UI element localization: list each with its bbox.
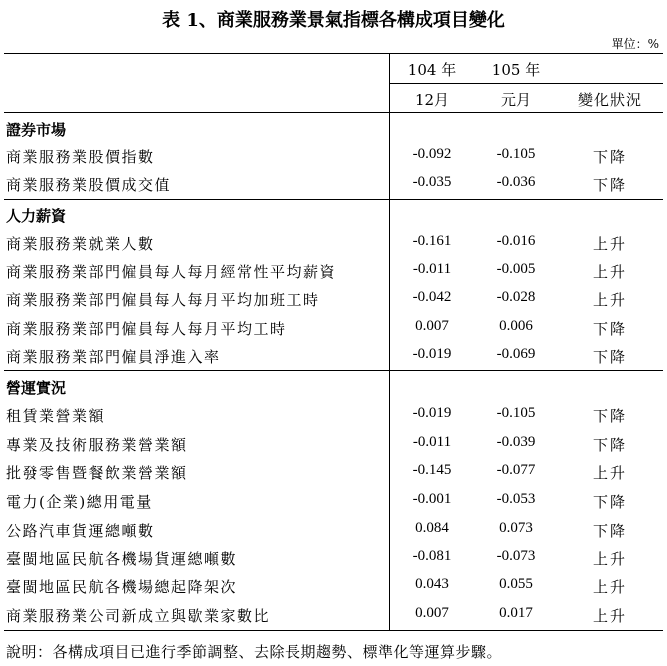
value-dec-2015: -0.011	[412, 434, 452, 450]
change-status: 下降	[592, 148, 627, 166]
value-jan-2016: -0.053	[496, 491, 536, 507]
value-dec-2015: -0.011	[412, 261, 452, 277]
value-dec-2015: 0.007	[415, 605, 449, 621]
value-jan-2016: -0.105	[496, 405, 536, 421]
row-label: 批發零售暨餐飲業營業額	[6, 464, 188, 482]
value-dec-2015: -0.092	[412, 146, 452, 162]
value-dec-2015: 0.084	[415, 520, 449, 536]
table-row	[0, 462, 667, 488]
row-label: 租賃業營業額	[6, 407, 106, 425]
value-dec-2015: -0.001	[412, 491, 452, 507]
category-operations: 營運實況	[6, 379, 67, 397]
change-status: 下降	[592, 407, 627, 425]
value-jan-2016: -0.073	[496, 548, 536, 564]
table-row	[0, 548, 667, 574]
table-row	[0, 174, 667, 200]
category-securities-market: 證券市場	[6, 121, 67, 139]
value-dec-2015: 0.043	[415, 576, 449, 592]
value-jan-2016: -0.016	[496, 233, 536, 249]
value-dec-2015: -0.035	[412, 174, 452, 190]
table-row	[0, 405, 667, 431]
header-month-12: 12月	[414, 91, 450, 109]
value-jan-2016: -0.069	[496, 346, 536, 362]
value-dec-2015: -0.019	[412, 346, 452, 362]
value-jan-2016: -0.005	[496, 261, 536, 277]
table-row	[0, 261, 667, 287]
value-jan-2016: -0.028	[496, 289, 536, 305]
table-row	[0, 318, 667, 344]
row-label: 商業服務業部門僱員淨進入率	[6, 348, 221, 366]
header-year-105: 105 年	[491, 61, 541, 79]
table-row	[0, 520, 667, 546]
table-title: 表 1、商業服務業景氣指標各構成項目變化	[162, 10, 505, 31]
value-jan-2016: 0.006	[499, 318, 533, 334]
row-label: 商業服務業公司新成立與歇業家數比	[6, 607, 271, 625]
footnote: 說明：各構成項目已進行季節調整、去除長期趨勢、標準化等運算步驟。	[6, 643, 503, 661]
row-label: 臺閩地區民航各機場貨運總噸數	[6, 550, 238, 568]
row-label: 電力(企業)總用電量	[6, 493, 153, 511]
value-dec-2015: 0.007	[415, 318, 449, 334]
change-status: 上升	[592, 464, 627, 482]
table-row	[0, 233, 667, 259]
table-row	[0, 576, 667, 602]
row-label: 商業服務業部門僱員每人每月平均加班工時	[6, 291, 320, 309]
table-row	[0, 289, 667, 315]
value-dec-2015: -0.145	[412, 462, 452, 478]
change-status: 上升	[592, 263, 627, 281]
table-top-border	[4, 53, 663, 54]
table-row	[0, 146, 667, 172]
value-jan-2016: -0.036	[496, 174, 536, 190]
header-bottom-rule	[4, 112, 663, 113]
row-label: 商業服務業部門僱員每人每月經常性平均薪資	[6, 263, 337, 281]
value-jan-2016: -0.039	[496, 434, 536, 450]
value-dec-2015: -0.081	[412, 548, 452, 564]
header-month-1: 元月	[500, 91, 531, 109]
value-dec-2015: -0.019	[412, 405, 452, 421]
value-dec-2015: -0.161	[412, 233, 452, 249]
value-jan-2016: 0.073	[499, 520, 533, 536]
table-row	[0, 434, 667, 460]
table-row	[0, 605, 667, 631]
change-status: 下降	[592, 493, 627, 511]
change-status: 下降	[592, 436, 627, 454]
unit-label: 單位：%	[611, 37, 659, 51]
change-status: 上升	[592, 550, 627, 568]
row-label: 專業及技術服務業營業額	[6, 436, 188, 454]
table-row	[0, 346, 667, 372]
value-jan-2016: -0.077	[496, 462, 536, 478]
row-label: 商業服務業股價成交值	[6, 176, 172, 194]
category-manpower-wages: 人力薪資	[6, 207, 67, 225]
value-dec-2015: -0.042	[412, 289, 452, 305]
header-mid-rule	[390, 83, 663, 84]
row-label: 商業服務業股價指數	[6, 148, 155, 166]
change-status: 下降	[592, 522, 627, 540]
change-status: 上升	[592, 578, 627, 596]
value-jan-2016: 0.017	[499, 605, 533, 621]
row-label: 商業服務業就業人數	[6, 235, 155, 253]
value-jan-2016: -0.105	[496, 146, 536, 162]
row-label: 商業服務業部門僱員每人每月平均工時	[6, 320, 287, 338]
change-status: 上升	[592, 291, 627, 309]
header-year-104: 104 年	[407, 61, 457, 79]
header-change-status: 變化狀況	[577, 91, 642, 109]
change-status: 下降	[592, 348, 627, 366]
value-jan-2016: 0.055	[499, 576, 533, 592]
row-label: 臺閩地區民航各機場總起降架次	[6, 578, 238, 596]
change-status: 下降	[592, 176, 627, 194]
change-status: 上升	[592, 607, 627, 625]
row-label: 公路汽車貨運總噸數	[6, 522, 155, 540]
change-status: 下降	[592, 320, 627, 338]
change-status: 上升	[592, 235, 627, 253]
table-row	[0, 491, 667, 517]
